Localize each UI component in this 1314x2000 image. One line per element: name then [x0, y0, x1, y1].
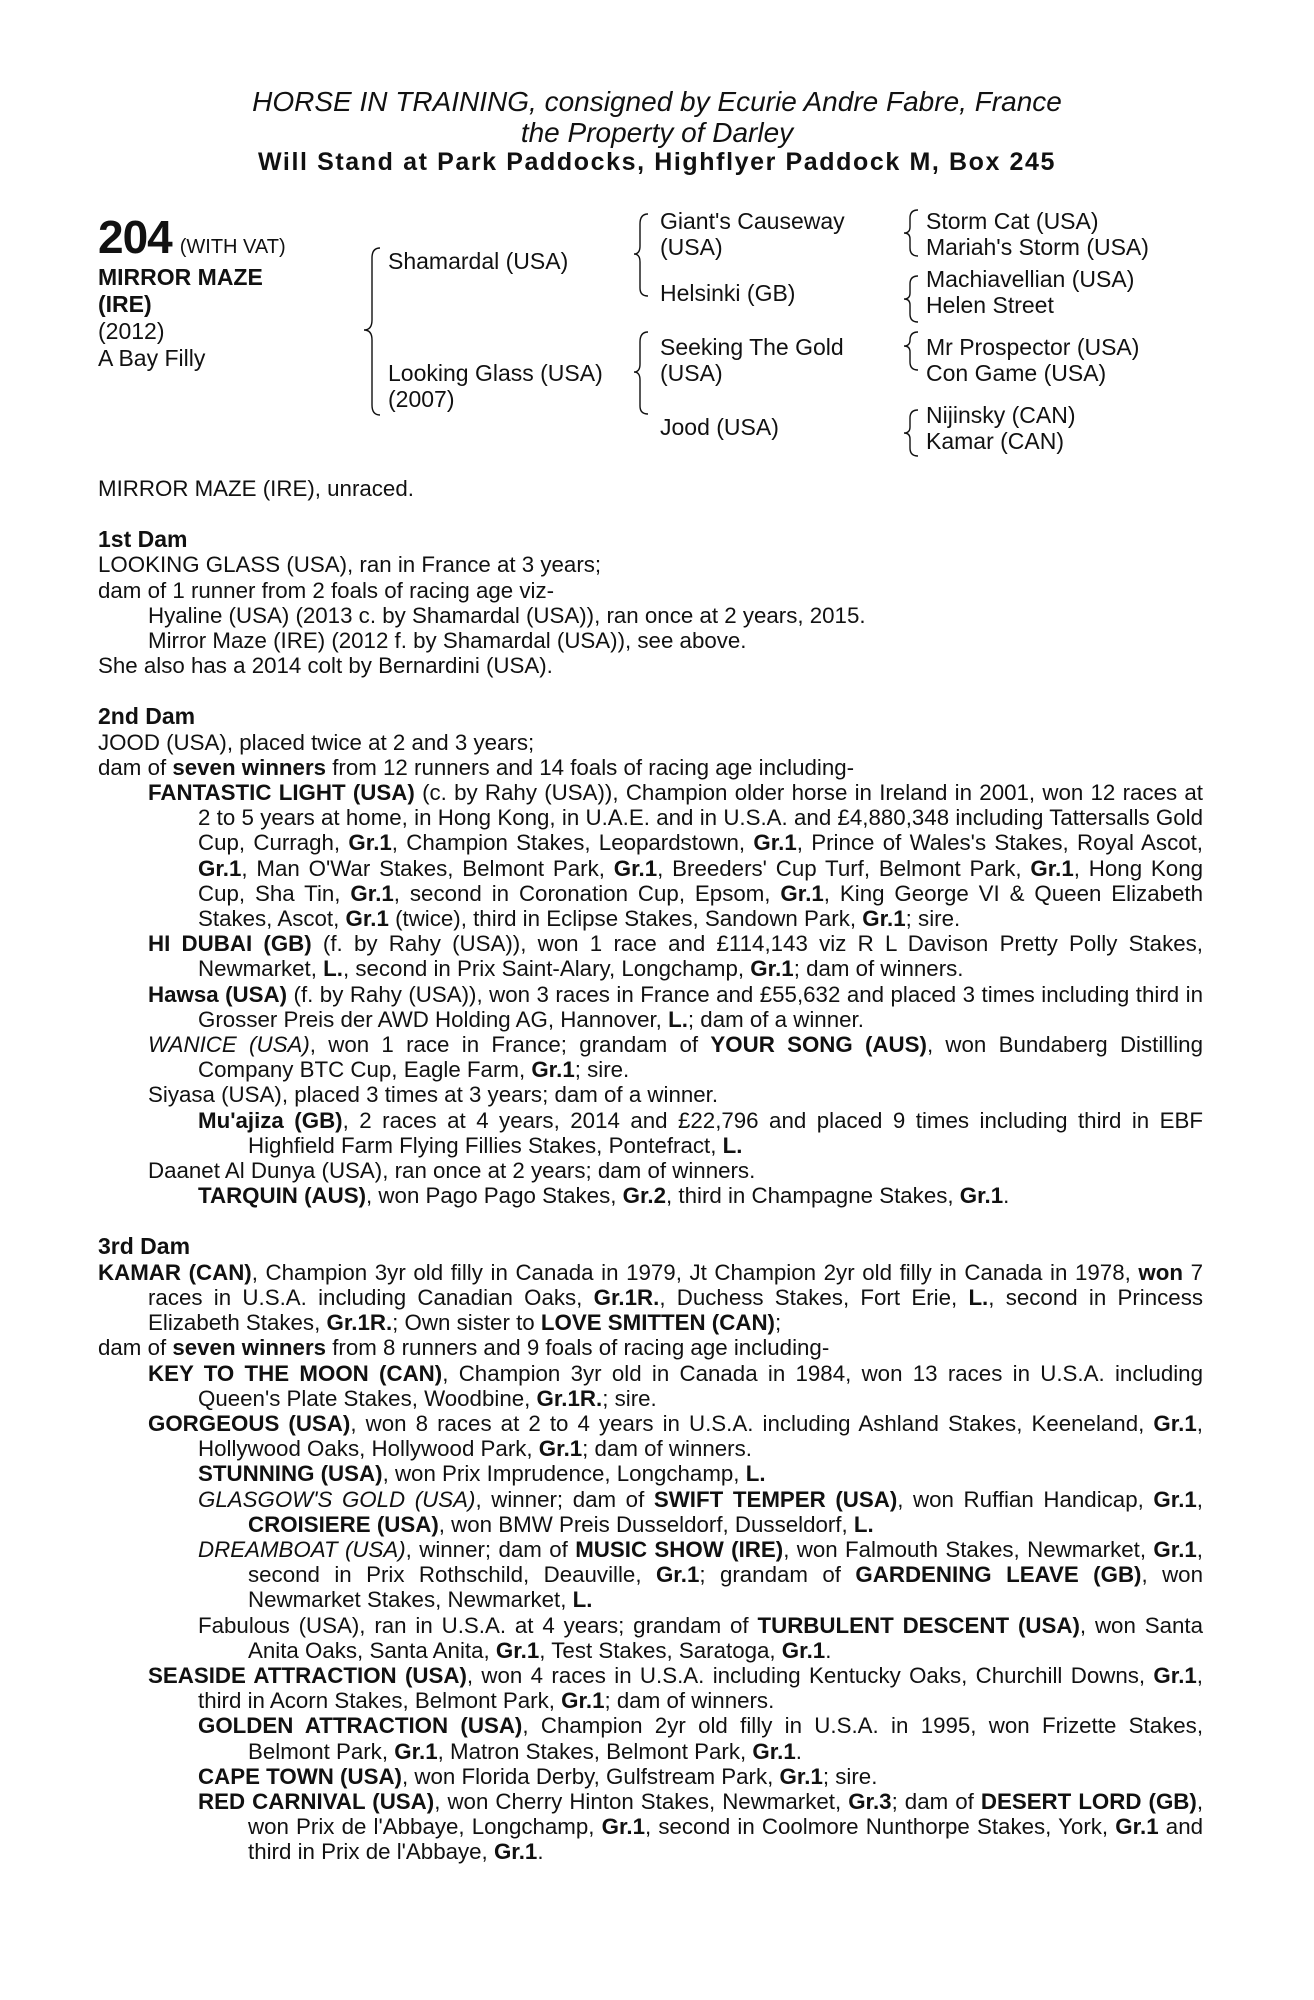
catalogue-text: [98, 476, 1203, 1865]
entry-tarquin: TARQUIN (AUS), won Pago Pago Stakes, Gr.2, third in Champagne Stakes, Gr.1.: [198, 1183, 1010, 1209]
dam-dam: Jood (USA): [660, 414, 779, 440]
entry-stunning: STUNNING (USA), won Prix Imprudence, Longchamp, L.: [198, 1461, 766, 1487]
race-record: MIRROR MAZE (IRE), unraced.: [98, 476, 414, 501]
dam-name: Looking Glass (USA): [388, 360, 603, 386]
grandsire-3: Machiavellian (USA): [926, 266, 1135, 292]
horse-country: (IRE): [98, 291, 152, 317]
sire-sire-name: Giant's Causeway: [660, 208, 845, 234]
lot-number: 204: [98, 211, 172, 263]
entry-siyasa: Siyasa (USA), placed 3 times at 3 years; dam of a winner.: [148, 1082, 719, 1108]
second-dam-produce: dam of seven winners from 12 runners and 14 foals of racing age including-: [98, 754, 855, 780]
entry-hawsa: Hawsa (USA) (f. by Rahy (USA)), won 3 races in France and £55,632 and placed 3 times including third in Grosser Preis der AWD Holding AG, Hannover, L.; dam of a winner.: [148, 981, 1203, 1032]
header-property: the Property of Darley: [520, 117, 794, 148]
entry-wanice: WANICE (USA), won 1 race in France; grandam of YOUR SONG (AUS), won Bundaberg Distilling Company BTC Cup, Eagle Farm, Gr.1; sire.: [148, 1032, 1203, 1083]
dam-sire-country: (USA): [660, 360, 723, 386]
first-dam-heading: 1st Dam: [98, 526, 188, 553]
sire-dam: Helsinki (GB): [660, 280, 796, 306]
third-dam-produce: dam of seven winners from 8 runners and 9 foals of racing age including-: [98, 1335, 830, 1361]
second-dam-heading: 2nd Dam: [98, 703, 196, 730]
granddam-2: Mariah's Storm (USA): [926, 234, 1149, 260]
grandsire-5: Mr Prospector (USA): [926, 334, 1140, 360]
grandsire-1: Storm Cat (USA): [926, 208, 1099, 234]
entry-hi-dubai: HI DUBAI (GB) (f. by Rahy (USA)), won 1 race and £114,143 viz R L Davison Pretty Polly Stakes, Newmarket, L., second in Prix Saint-Alary, Longchamp, Gr.1; dam of winners.: [148, 931, 1203, 982]
first-dam-note: She also has a 2014 colt by Bernardini (USA).: [98, 653, 553, 679]
entry-dreamboat: DREAMBOAT (USA), winner; dam of MUSIC SHOW (IRE), won Falmouth Stakes, Newmarket, Gr.1, second in Prix Rothschild, Deauville, Gr.1; grandam of GARDENING LEAVE (GB), won Newmarket Stakes, Newmarket, L.: [198, 1536, 1203, 1613]
horse-year: (2012): [98, 318, 165, 344]
produce-mirror-maze: Mirror Maze (IRE) (2012 f. by Shamardal (USA)), see above.: [148, 628, 747, 654]
third-dam-line: KAMAR (CAN), Champion 3yr old filly in Canada in 1979, Jt Champion 2yr old filly in Canada in 1978, won 7 races in U.S.A. including Canadian Oaks, Gr.1R., Duchess Stakes, Fort Erie, L., second in Princess Elizabeth Stakes, Gr.1R.; Own sister to LOVE SMITTEN (CAN);: [98, 1259, 1204, 1336]
header-location: Will Stand at Park Paddocks, Highflyer Paddock M, Box 245: [257, 148, 1057, 176]
first-dam-line: LOOKING GLASS (USA), ran in France at 3 years;: [98, 552, 602, 578]
header-consignor: HORSE IN TRAINING, consigned by Ecurie Andre Fabre, France: [252, 86, 1062, 117]
second-dam-line: JOOD (USA), placed twice at 2 and 3 years;: [98, 729, 535, 755]
dam-year: (2007): [388, 386, 455, 412]
entry-fabulous: Fabulous (USA), ran in U.S.A. at 4 years; grandam of TURBULENT DESCENT (USA), won Santa Anita Oaks, Santa Anita, Gr.1, Test Stakes, Saratoga, Gr.1.: [198, 1612, 1203, 1663]
entry-red-carnival: RED CARNIVAL (USA), won Cherry Hinton Stakes, Newmarket, Gr.3; dam of DESERT LORD (GB), won Prix de l'Abbaye, Longchamp, Gr.1, second in Coolmore Nunthorpe Stakes, York, Gr.1 and third in Prix de l'Abbaye, Gr.1.: [198, 1788, 1204, 1865]
entry-muajiza: Mu'ajiza (GB), 2 races at 4 years, 2014 and £22,796 and placed 9 times including third in EBF Highfield Farm Flying Fillies Stakes, Pontefract, L.: [198, 1107, 1204, 1158]
horse-name: MIRROR MAZE: [98, 264, 263, 290]
dam-sire: [660, 334, 844, 386]
entry-daanet-al-dunya: Daanet Al Dunya (USA), ran once at 2 years; dam of winners.: [148, 1158, 756, 1184]
entry-gorgeous: GORGEOUS (USA), won 8 races at 2 to 4 years in U.S.A. including Ashland Stakes, Keeneland, Gr.1, Hollywood Oaks, Hollywood Park, Gr.1; dam of winners.: [148, 1410, 1203, 1462]
granddam-8: Kamar (CAN): [926, 428, 1065, 454]
vat-note: (WITH VAT): [179, 236, 286, 258]
sire-sire: [660, 208, 845, 260]
sire: Shamardal (USA): [388, 248, 569, 274]
sire-sire-country: (USA): [660, 234, 723, 260]
first-dam-produce: dam of 1 runner from 2 foals of racing age viz-: [98, 577, 555, 603]
third-dam-heading: 3rd Dam: [98, 1233, 191, 1260]
grandsire-7: Nijinsky (CAN): [926, 402, 1076, 428]
entry-seaside-attraction: SEASIDE ATTRACTION (USA), won 4 races in U.S.A. including Kentucky Oaks, Churchill Downs, Gr.1, third in Acorn Stakes, Belmont Park, Gr.1; dam of winners.: [148, 1662, 1203, 1714]
entry-cape-town: CAPE TOWN (USA), won Florida Derby, Gulfstream Park, Gr.1; sire.: [198, 1763, 878, 1789]
produce-hyaline: Hyaline (USA) (2013 c. by Shamardal (USA)), ran once at 2 years, 2015.: [148, 602, 866, 628]
horse-description: A Bay Filly: [98, 345, 206, 371]
entry-golden-attraction: GOLDEN ATTRACTION (USA), Champion 2yr old filly in U.S.A. in 1995, won Frizette Stakes, Belmont Park, Gr.1, Matron Stakes, Belmont Park, Gr.1.: [198, 1713, 1204, 1764]
dam: [388, 360, 603, 412]
granddam-6: Con Game (USA): [926, 360, 1107, 386]
entry-key-to-the-moon: KEY TO THE MOON (CAN), Champion 3yr old in Canada in 1984, won 13 races in U.S.A. including Queen's Plate Stakes, Woodbine, Gr.1R.; sire.: [148, 1360, 1203, 1411]
entry-glasgows-gold: GLASGOW'S GOLD (USA), winner; dam of SWIFT TEMPER (USA), won Ruffian Handicap, Gr.1, CROISIERE (USA), won BMW Preis Dusseldorf, Dusseldorf, L.: [198, 1486, 1203, 1537]
dam-sire-name: Seeking The Gold: [660, 334, 844, 360]
granddam-4: Helen Street: [926, 292, 1054, 318]
entry-fantastic-light: FANTASTIC LIGHT (USA) (c. by Rahy (USA)), Champion older horse in Ireland in 2001, won 12 races at 2 to 5 years at home, in Hong Kong, in U.A.E. and in U.S.A. and £4,880,348 including Tattersalls Gold Cup, Curragh, Gr.1, Champion Stakes, Leopardstown, Gr.1, Prince of Wales's Stakes, Royal Ascot, Gr.1, Man O'War Stakes, Belmont Park, Gr.1, Breeders' Cup Turf, Belmont Park, Gr.1, Hong Kong Cup, Sha Tin, Gr.1, second in Coronation Cup, Epsom, Gr.1, King George VI & Queen Elizabeth Stakes, Ascot, Gr.1 (twice), third in Eclipse Stakes, Sandown Park, Gr.1; sire.: [148, 780, 1204, 932]
